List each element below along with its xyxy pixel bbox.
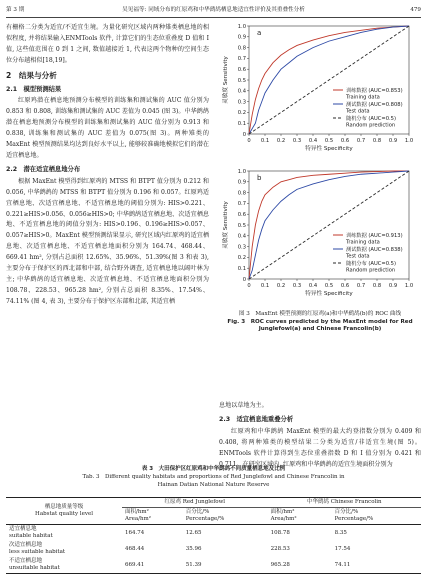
x-axis-label: 特异性 Specificity — [305, 291, 353, 297]
pct-header-en: Percentage/% — [185, 516, 225, 522]
y-tick-label: 0.1 — [237, 266, 246, 272]
legend-entry-en: Random prediction — [346, 267, 396, 274]
section-2-1-paragraph: 红原鸡潜在栖息地预测分布模型的训练集和测试集的 AUC 值分别为 0.853 和 0.808, 训练集和测试集的 AUC 差值为 0.045 (图 3)。中华鹧鸪潜在栖息地预测分布模型的训练集和测试集的 AUC 值分别为 0.913 和 0.838, 训练集和测试集的 AUC 差值为 0.075(图 3)。两种雉类的 MaxEnt 模型预测结果均达到良好水平以上, 能够较准确地模拟它们的潜在适宜栖息地。 — [6, 97, 209, 159]
y-tick-label: 0.7 — [237, 56, 246, 63]
legend-entry-en: Random prediction — [346, 122, 396, 129]
y-tick-label: 0.9 — [237, 34, 246, 41]
pct-header-en: Percentage/% — [334, 516, 374, 522]
y-axis-label: 灵敏度 Sensitivity — [223, 56, 229, 104]
running-title: 吴见福等: 同域分布的红原鸡和中华鹧鸪栖息地适宜性评价及其重叠性分析 — [122, 7, 305, 13]
roc-chart-a — [219, 20, 421, 160]
cell-area-1: 468.44 — [125, 545, 145, 552]
area-header-en: Area/hm² — [125, 516, 151, 522]
x-tick-label: 0 — [247, 283, 251, 289]
legend-entry: 训练数据 (AUC=0.913) — [346, 233, 403, 239]
panel-label: a — [257, 29, 262, 37]
x-tick-label: 0.5 — [324, 283, 334, 289]
cell-pct-2: 17.54 — [334, 545, 351, 552]
y-tick-label: 0.8 — [237, 45, 246, 52]
cell-pct-1: 12.65 — [185, 529, 202, 536]
species-2-header: 中华鹧鸪 Chinese Francolin — [268, 498, 421, 508]
y-tick-label: 0.6 — [237, 212, 246, 218]
x-tick-label: 0.2 — [276, 138, 286, 144]
table-caption — [6, 466, 421, 489]
cell-area-2: 108.78 — [270, 529, 290, 536]
y-tick-label: 0.5 — [237, 222, 246, 229]
figure-caption-cn: 图 3 MaxEnt 模型预测的红原鸡(a)和中华鹧鸪(b)的 ROC 曲线 — [238, 311, 402, 317]
row-label — [6, 525, 122, 542]
table-caption-cn: 表 3 大田保护区红原鸡和中华鹧鸪不同质量栖息地及比例 — [141, 466, 286, 472]
y-tick-label: 0 — [242, 131, 246, 138]
left-column — [6, 23, 209, 308]
intro-paragraph: 有栅格二分类为适宜/不适宜生境。为量化研究区域内两种雉类栖息地的相似程度, 并将结果输入ENMTools 软件, 计算它们的生态位重叠度 D 值和 I 值, 这些值范围在 0 到 1 之间, 数值越接近 1, 代表这两个物种的空间生态位分布越相似[18,19]。 — [6, 24, 209, 64]
roc-chart-b — [219, 165, 421, 305]
y-tick-label: 1.0 — [237, 168, 246, 175]
x-tick-label: 0.8 — [372, 138, 382, 144]
x-tick-label: 0.8 — [372, 283, 382, 289]
section-2-1-heading: 2.1 模型预测结果 — [6, 85, 62, 93]
level-header-en: Habstat quality level — [35, 511, 93, 517]
x-tick-label: 0.5 — [324, 138, 334, 144]
row-label — [6, 557, 122, 574]
cell-pct-1: 51.39 — [185, 561, 202, 568]
legend-entry: 训练数据 (AUC=0.853) — [346, 88, 403, 94]
cell-area-1: 669.41 — [125, 561, 145, 568]
habitat-table — [6, 497, 421, 574]
x-tick-label: 0.1 — [260, 138, 270, 144]
legend-entry-en: Training data — [346, 94, 380, 101]
row-label-cn: 次适宜栖息地 — [9, 542, 43, 548]
running-header — [6, 4, 421, 16]
legend-entry-en: Test data — [346, 253, 370, 260]
legend-entry: 测试数据 (AUC=0.808) — [346, 102, 403, 108]
area-header-2 — [268, 508, 332, 525]
roc-panel-b — [219, 165, 421, 309]
y-tick-label: 0.9 — [237, 179, 246, 186]
y-tick-label: 0.5 — [237, 77, 246, 84]
x-tick-label: 0.7 — [356, 138, 366, 144]
species-1-header: 红原鸡 Red Junglefowl — [122, 498, 268, 508]
section-2-2-heading: 2.2 潜在适宜栖息地分布 — [6, 165, 81, 173]
area-header-cn: 面积/hm² — [270, 509, 295, 515]
x-tick-label: 1.0 — [404, 283, 414, 289]
x-tick-label: 0 — [247, 138, 251, 144]
row-label-en: unsuitable habitat — [9, 565, 60, 571]
y-tick-label: 0.2 — [237, 110, 246, 117]
pct-header-2 — [332, 508, 421, 525]
y-tick-label: 0 — [242, 276, 246, 283]
x-tick-label: 0.6 — [340, 138, 350, 144]
x-tick-label: 1.0 — [404, 138, 414, 144]
continued-paragraph: 息地以草地为主。 — [219, 402, 268, 409]
area-header-en: Area/hm² — [270, 516, 297, 522]
y-tick-label: 0.8 — [237, 190, 246, 197]
pct-header-cn: 百分比/% — [334, 509, 359, 515]
section-2-heading: 2 结果与分析 — [6, 70, 57, 80]
pct-header-1 — [183, 508, 268, 525]
table-row — [6, 541, 421, 557]
y-tick-label: 0.3 — [237, 99, 246, 106]
x-tick-label: 0.6 — [340, 283, 350, 289]
table-row — [6, 557, 421, 574]
legend-entry-en: Test data — [346, 108, 370, 115]
x-tick-label: 0.9 — [388, 283, 398, 289]
x-tick-label: 0.9 — [388, 138, 398, 144]
y-tick-label: 0.6 — [237, 67, 246, 73]
area-header-cn: 面积/hm² — [125, 509, 149, 515]
figure-caption-en: Fig. 3 ROC curves predicted by the MaxEnt model for Red Junglefowl(a) and Chinese Francolin(b) — [227, 318, 413, 333]
row-label-en: suitable habitat — [9, 533, 53, 539]
area-header-1 — [122, 508, 183, 525]
x-tick-label: 0.1 — [260, 283, 270, 289]
y-tick-label: 0.1 — [237, 121, 246, 127]
row-label-cn: 不适宜栖息地 — [9, 558, 43, 564]
roc-panel-a — [219, 20, 421, 164]
issue-number: 第 3 期 — [6, 7, 25, 13]
x-tick-label: 0.3 — [292, 138, 302, 144]
table-caption-en-2: Hainan Datian National Nature Reserve — [157, 481, 270, 488]
y-axis-label: 灵敏度 Sensitivity — [223, 201, 229, 249]
table-caption-en-1: Tab. 3 Different quality habitats and proportions of Red Junglefowl and Chinese Francolin in — [82, 473, 345, 480]
legend-entry: 测试数据 (AUC=0.838) — [346, 247, 403, 253]
x-axis-label: 特异性 Specificity — [305, 146, 353, 152]
x-tick-label: 0.2 — [276, 283, 286, 289]
x-tick-label: 0.4 — [308, 138, 318, 144]
section-2-3-heading: 2.3 适宜栖息地重叠分析 — [219, 415, 294, 423]
y-tick-label: 0.4 — [237, 233, 246, 240]
right-column — [219, 401, 421, 470]
cell-area-2: 228.53 — [270, 545, 290, 552]
cell-pct-1: 35.96 — [185, 545, 202, 552]
row-label — [6, 541, 122, 557]
y-tick-label: 0.7 — [237, 201, 246, 208]
legend-entry: 随机分布 (AUC=0.5) — [346, 116, 397, 122]
row-label-en: less suitable habitat — [9, 549, 66, 555]
cell-area-1: 164.74 — [125, 529, 145, 536]
panel-label: b — [257, 174, 262, 182]
section-2-2-paragraph: 根据 MaxEnt 模型得到红原鸡的 MTSS 和 BTPT 值分别为 0.212 和 0.056, 中华鹧鸪的 MTSS 和 BTPT 值分别为 0.196 和 0.057。红原鸡适宜栖息地、次适宜栖息地、不适宜栖息地的阈值分别为: HIS>0.221、0.221≥HIS>0.056、0.056≥HIS>0; 中华鹧鸪适宜栖息地、次适宜栖息地、不适宜栖息地的阈值分别为: HIS>0.196、0.196≥HIS>0.057、0.057≥HIS>0。MaxEnt 模型预测结果显示, 研究区域内红原鸡的适宜栖息地、次适宜栖息地、不适宜栖息地面积分别为 164.74、468.44、669.41 hm², 分别占总面积 12.65%、35.96%、51.39%(图 3 和表 3), 主要分布于保护区的西北部和中部, 结合野外调查, 适宜栖息地以阔叶林为主; 中华鹧鸪的适宜栖息地、次适宜栖息地、不适宜栖息地面积分别为 108.78、228.53、965.28 hm², 分别占总面积 8.35%、17.54%、74.11% (图 4, 表 3), 主要分布于保护区东部和北部, 其适宜栖 — [6, 177, 209, 305]
level-header — [6, 498, 122, 525]
header-rule — [6, 17, 421, 18]
cell-area-2: 965.28 — [270, 561, 290, 568]
x-tick-label: 0.7 — [356, 283, 366, 289]
figure-caption — [219, 311, 421, 334]
x-tick-label: 0.4 — [308, 283, 318, 289]
x-tick-label: 0.3 — [292, 283, 302, 289]
cell-pct-2: 8.35 — [334, 529, 347, 536]
y-tick-label: 0.3 — [237, 244, 246, 251]
legend-entry-en: Training data — [346, 239, 380, 246]
legend-entry: 随机分布 (AUC=0.5) — [346, 261, 397, 267]
row-label-cn: 适宜栖息地 — [9, 526, 37, 532]
section-2-3-paragraph: 红原鸡和中华鹧鸪 MaxEnt 模型的最大约登指数分别为 0.409 和 0.408, 将两种雉类的模型结果二分类为适宜/非适宜生境(图 5)。ENMTools 软件计算得到生态位重叠指数 D 和 I 值分别为 0.421 和 0.711。在研究区域内, 红原鸡和中华鹧鸪的适宜生境面积分别为 — [219, 427, 421, 468]
cell-pct-2: 74.11 — [334, 561, 351, 568]
y-tick-label: 1.0 — [237, 23, 246, 30]
y-tick-label: 0.4 — [237, 88, 246, 95]
table-row — [6, 525, 421, 542]
page-number: 479 — [410, 7, 421, 13]
level-header-cn: 栖息地质量等级 — [44, 504, 84, 510]
pct-header-cn: 百分比/% — [185, 509, 210, 515]
y-tick-label: 0.2 — [237, 255, 246, 262]
